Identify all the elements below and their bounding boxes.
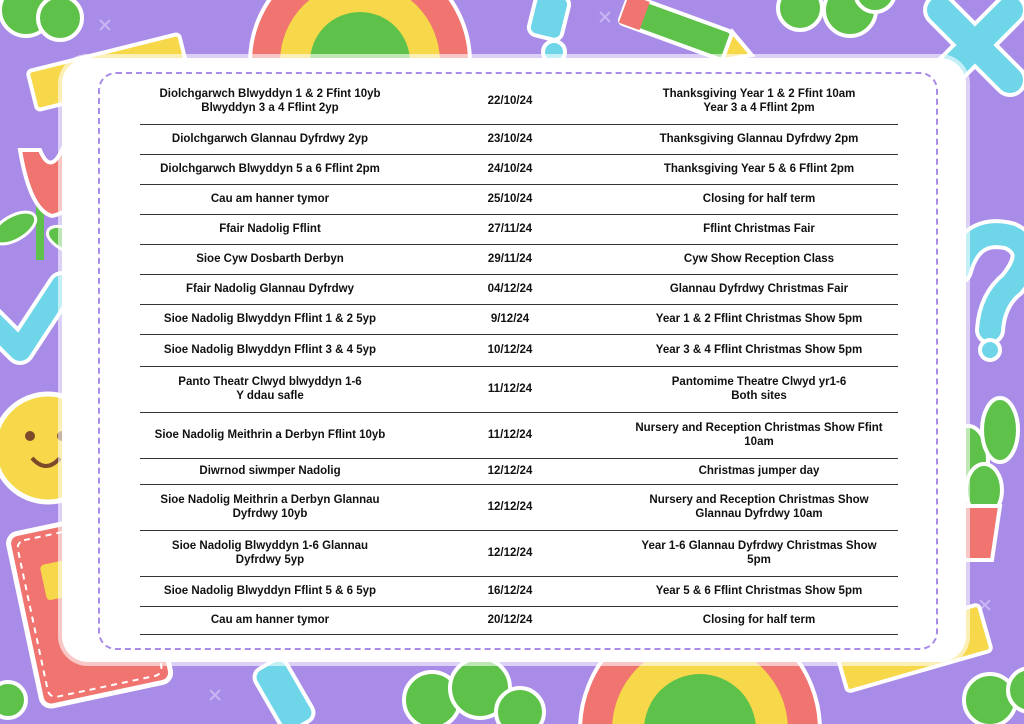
welsh-event-cell: Sioe Nadolig Blwyddyn Fflint 3 & 4 5yp (140, 334, 400, 366)
table-row (140, 606, 898, 634)
table-row (140, 244, 898, 274)
table-row (140, 458, 898, 484)
date-cell: 12/12/24 (400, 458, 620, 484)
welsh-event-cell: Sioe Nadolig Blwyddyn Fflint 1 & 2 5yp (140, 304, 400, 334)
exclamation-icon (527, 0, 571, 63)
question-mark-icon (958, 234, 1024, 360)
welsh-event-cell: Cau am hanner tymor (140, 606, 400, 634)
table-row (140, 484, 898, 530)
english-event-cell: Year 1-6 Glannau Dyfrdwy Christmas Show 5pm (620, 530, 898, 576)
table-row (140, 214, 898, 244)
date-cell: 04/12/24 (400, 274, 620, 304)
rainbow-icon (250, 0, 470, 62)
date-cell: 12/12/24 (400, 484, 620, 530)
clover-icon (778, 0, 895, 36)
english-event-cell: Year 5 & 6 Fflint Christmas Show 5pm (620, 576, 898, 606)
table-row (140, 154, 898, 184)
english-event-cell: Thanksgiving Year 1 & 2 Ffint 10am Year 3 a 4 Fflint 2pm (620, 78, 898, 124)
english-event-cell: Pantomime Theatre Clwyd yr1-6 Both sites (620, 366, 898, 412)
table-row (140, 304, 898, 334)
welsh-event-cell: Ffair Nadolig Glannau Dyfrdwy (140, 274, 400, 304)
table-row (140, 530, 898, 576)
clover-icon (0, 682, 26, 718)
stick-icon (251, 656, 317, 724)
date-cell: 20/12/24 (400, 606, 620, 634)
welsh-event-cell: Panto Theatr Clwyd blwyddyn 1-6 Y ddau safle (140, 366, 400, 412)
english-event-cell: Year 1 & 2 Fflint Christmas Show 5pm (620, 304, 898, 334)
table-row (140, 124, 898, 154)
table-row (140, 412, 898, 458)
welsh-event-cell: Sioe Nadolig Blwyddyn Fflint 5 & 6 5yp (140, 576, 400, 606)
welsh-event-cell: Diolchgarwch Blwyddyn 5 a 6 Fflint 2pm (140, 154, 400, 184)
date-cell: 29/11/24 (400, 244, 620, 274)
date-cell: 24/10/24 (400, 154, 620, 184)
table-row (140, 576, 898, 606)
welsh-event-cell: Ffair Nadolig Fflint (140, 214, 400, 244)
welsh-event-cell: Diolchgarwch Glannau Dyfrdwy 2yp (140, 124, 400, 154)
clover-icon (404, 658, 544, 724)
date-cell: 23/10/24 (400, 124, 620, 154)
english-event-cell: Closing for half term (620, 184, 898, 214)
date-cell: 16/12/24 (400, 576, 620, 606)
date-cell: 9/12/24 (400, 304, 620, 334)
welsh-event-cell: Diolchgarwch Blwyddyn 1 & 2 Ffint 10yb Blwyddyn 3 a 4 Fflint 2yp (140, 78, 400, 124)
english-event-cell: Closing for half term (620, 606, 898, 634)
table-row (140, 334, 898, 366)
events-table-body (140, 78, 898, 634)
english-event-cell: Thanksgiving Glannau Dyfrdwy 2pm (620, 124, 898, 154)
english-event-cell: Year 3 & 4 Fflint Christmas Show 5pm (620, 334, 898, 366)
table-row (140, 366, 898, 412)
english-event-cell: Christmas jumper day (620, 458, 898, 484)
welsh-event-cell: Sioe Cyw Dosbarth Derbyn (140, 244, 400, 274)
date-cell: 27/11/24 (400, 214, 620, 244)
english-event-cell: Fflint Christmas Fair (620, 214, 898, 244)
clover-icon (0, 0, 82, 40)
welsh-event-cell: Sioe Nadolig Meithrin a Derbyn Glannau Dyfrdwy 10yb (140, 484, 400, 530)
welsh-event-cell: Sioe Nadolig Blwyddyn 1-6 Glannau Dyfrdwy 5yp (140, 530, 400, 576)
english-event-cell: Nursery and Reception Christmas Show Glannau Dyfrdwy 10am (620, 484, 898, 530)
date-cell: 25/10/24 (400, 184, 620, 214)
english-event-cell: Glannau Dyfrdwy Christmas Fair (620, 274, 898, 304)
date-cell: 11/12/24 (400, 412, 620, 458)
clover-icon (964, 668, 1024, 724)
date-cell: 10/12/24 (400, 334, 620, 366)
english-event-cell: Nursery and Reception Christmas Show Ffint 10am (620, 412, 898, 458)
events-table (140, 78, 898, 635)
welsh-event-cell: Diwrnod siwmper Nadolig (140, 458, 400, 484)
table-row (140, 184, 898, 214)
date-cell: 12/12/24 (400, 530, 620, 576)
english-event-cell: Cyw Show Reception Class (620, 244, 898, 274)
checkmark-icon (0, 286, 62, 350)
date-cell: 11/12/24 (400, 366, 620, 412)
welsh-event-cell: Sioe Nadolig Meithrin a Derbyn Fflint 10yb (140, 412, 400, 458)
table-row (140, 78, 898, 124)
english-event-cell: Thanksgiving Year 5 & 6 Fflint 2pm (620, 154, 898, 184)
date-cell: 22/10/24 (400, 78, 620, 124)
welsh-event-cell: Cau am hanner tymor (140, 184, 400, 214)
table-row (140, 274, 898, 304)
